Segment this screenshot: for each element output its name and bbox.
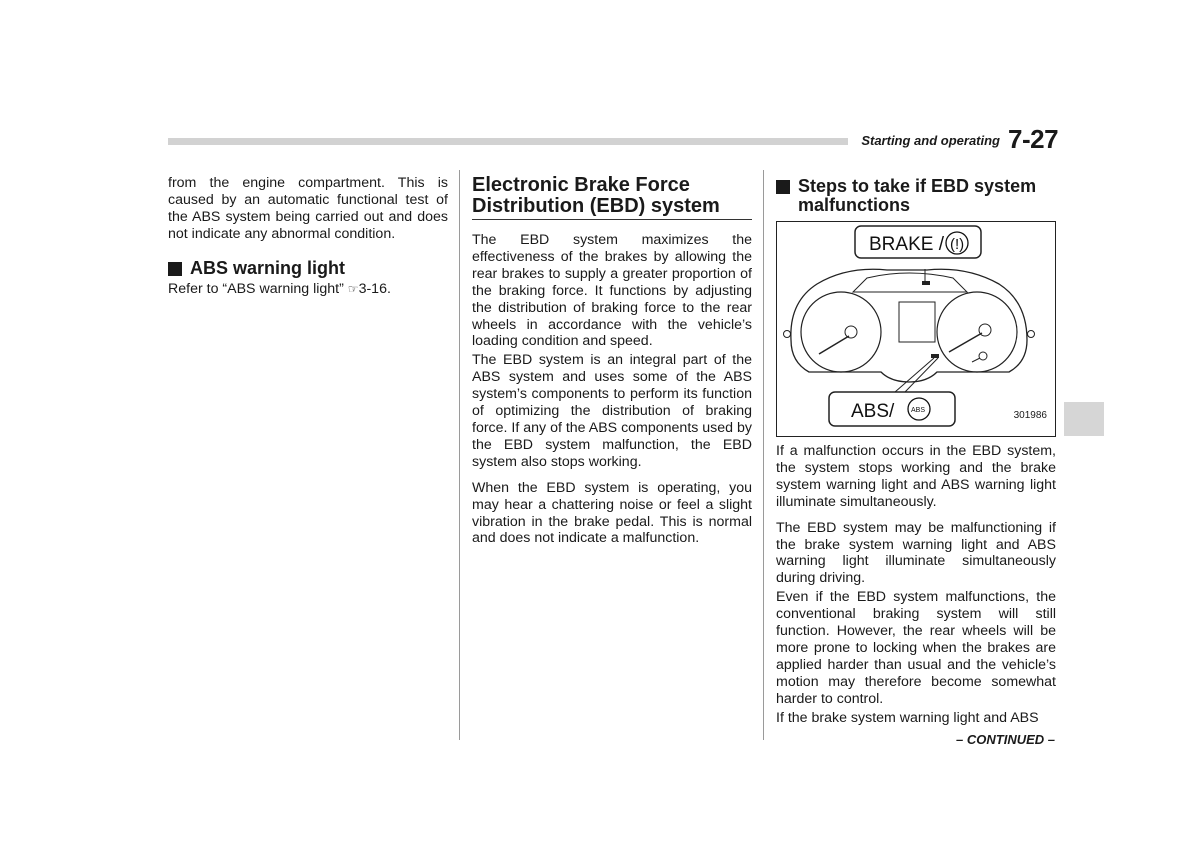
column-2 [472, 175, 752, 547]
instrument-cluster-illustration [777, 222, 1055, 436]
paragraph: If the brake system warning light and ABS [776, 709, 1039, 726]
paragraph: When the EBD system is operating, you may hear a chattering noise or feel a slight vibration in the brake pedal. This is normal and does not indicate a malfunction. [472, 479, 752, 547]
abs-symbol-text: ABS [911, 407, 926, 414]
reference-page: 3-16. [358, 280, 391, 297]
header-rule [168, 138, 848, 145]
subheading-ebd-malfunction [776, 177, 1056, 215]
square-bullet-icon [168, 262, 182, 276]
subheading-text: Steps to take if EBD system malfunctions [798, 176, 1037, 215]
square-bullet-icon [776, 180, 790, 194]
continued-note: – CONTINUED – [956, 732, 1055, 747]
paragraph: If a malfunction occurs in the EBD system, the system stops working and the brake system warning light and ABS warning light illuminate simultaneously. [776, 443, 1056, 510]
brake-symbol-text: (!) [950, 236, 965, 253]
figure-id: 301986 [1013, 410, 1047, 422]
column-1 [168, 175, 448, 298]
reference-text: Refer to “ABS warning light” [168, 280, 344, 297]
section-name: Starting and operating [861, 133, 1000, 148]
brake-callout-text: BRAKE / [869, 234, 944, 255]
section-title: Electronic Brake Force Distribution (EBD) system [472, 175, 752, 220]
column-divider [763, 170, 764, 740]
subheading-abs-warning-light [168, 259, 448, 278]
paragraph: Even if the EBD system malfunctions, the conventional braking system will still function. However, the rear wheels will be more prone to locking when the brakes are applied harder than usual and the vehicle’s motion may therefore become somewhat harder to control. [776, 589, 1056, 707]
paragraph: from the engine compartment. This is caused by an automatic functional test of the ABS system being carried out and does not indicate any abnormal condition. [168, 175, 448, 242]
cross-reference [168, 281, 448, 298]
page-number: 7-27 [1008, 124, 1059, 154]
instrument-cluster-figure [776, 221, 1056, 437]
paragraph: The EBD system is an integral part of the ABS system and uses some of the ABS system’s components to perform its function of optimizing the distribution of braking force. If any of the ABS components used by the EBD system malfunction, the EBD system also stops working. [472, 352, 752, 470]
subheading-text: ABS warning light [190, 257, 345, 278]
chapter-tab [1064, 402, 1104, 436]
column-divider [459, 170, 460, 740]
pointing-hand-icon: ☞ [347, 281, 359, 296]
column-3 [776, 175, 1056, 727]
paragraph: The EBD system may be malfunctioning if the brake system warning light and ABS warning light illuminate simultaneously during driving. [776, 519, 1056, 587]
paragraph: The EBD system maximizes the effectiveness of the brakes by allowing the rear brakes to supply a greater proportion of the braking force. It functions by adjusting the distribution of braking force to the rear wheels in accordance with the vehicle’s loading condition and speed. [472, 232, 752, 350]
abs-callout-text: ABS/ [851, 401, 895, 422]
